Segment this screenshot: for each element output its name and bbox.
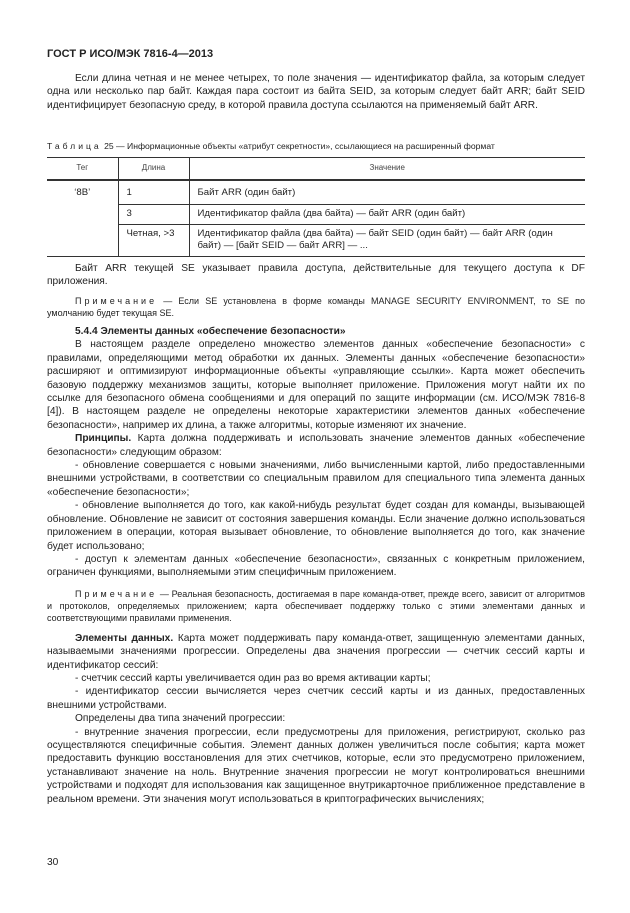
cell-length: 1 xyxy=(118,180,189,205)
paragraph-intro xyxy=(47,72,585,112)
note-label: Примечание xyxy=(75,296,158,306)
list-item: - внутренние значения прогрессии, если предусмотрены для приложения, регистрируют, сколько раз осуществляются специфичные события. Элемент данных должен увеличиться после события; карта может предоставить функцию восстановления для этих счетчиков, которые, если это предусмотрено приложением, устанавливают значение на ноль. Внутренние значения прогрессии не могут контролироваться внешними устройствами и подходят для использования как защищенное внутрикарточное приближенное представление в реальном времени. Эти значения могут использоваться в криптографических вычислениях; xyxy=(47,726,585,805)
note-1 xyxy=(47,295,585,319)
note-text: — Если SE установлена в форме команды MANAGE SECURITY ENVIRONMENT, то SE по умолчанию будет текущая SE. xyxy=(47,296,585,318)
table-row xyxy=(47,180,585,205)
types-intro: Определены два типа значений прогрессии: xyxy=(75,713,286,725)
list-item: - доступ к элементам данных «обеспечение безопасности», связанных с конкретным приложением, ограничен функциями, выполняемыми этим специфичным приложением. xyxy=(47,553,585,579)
note-text: — Реальная безопасность, достигаемая в паре команда-ответ, прежде всего, зависит от алгоритмов и протоколов, определяемых приложением; карта обеспечивает поддержку только с этими элементами данных и соответствующими правилами применения. xyxy=(47,588,585,623)
table-caption xyxy=(47,140,585,152)
principles-text: Карта должна поддерживать и использовать значение элементов данных «обеспечение безопасности» следующим образом: xyxy=(47,433,585,458)
list-item: - обновление совершается с новыми значениями, либо вычисленными картой, либо предоставленными внешними устройствами, в соответствии со специальным правилом для специального типа элемента данных «обеспечение безопасности»; xyxy=(47,460,585,498)
list-item: - идентификатор сессии вычисляется через счетчик сессий карты и из данных, предоставленных внешними устройствами. xyxy=(47,686,585,711)
cell-value: Идентификатор файла (два байта) — байт SEID (один байт) — байт ARR (один байт) — [байт SEID — байт ARR] — ... xyxy=(189,224,585,256)
list-item: - счетчик сессий карты увеличивается один раз во время активации карты; xyxy=(75,672,431,684)
cell-value: Байт ARR (один байт) xyxy=(189,180,585,205)
column-header-tag: Тег xyxy=(47,158,118,180)
paragraph-text: Байт ARR текущей SE указывает правила доступа, действительные для текущего доступа к DF приложения. xyxy=(47,263,585,288)
paragraph-text: Если длина четная и не менее четырех, то поле значения — идентификатор файла, за которым следует одна или несколько пар байт. Каждая пара состоит из байта SEID, за которым следует байт ARR; байт SEID идентифицирует безопасную среду, в которой правила доступа ссылаются на применяемый байт ARR. xyxy=(47,73,585,111)
table-caption-text: 25 — Информационные объекты «атрибут секретности», ссылающиеся на расширенный формат xyxy=(104,141,495,151)
table-row xyxy=(47,224,585,256)
table-row xyxy=(47,205,585,225)
section-paragraph: В настоящем разделе определено множество элементов данных «обеспечение безопасности» с правилами, определяющими метод обработки их данных. Элементы данных «обеспечение безопасности» расширяют и оптимизируют информационные объекты «управляющие ссылки». Карта может обеспечить базовую поддержку механизмов защиты, которые выполняет приложение. Приложения могут найти их по ссылке для безопасного обмена сообщениями и для операций по защите информации (см. ИСО/МЭК 7816-8 [4]). В настоящем разделе не определены некоторые характеристики элементов данных «обеспечение безопасности», например их длина, а также алгоритмы, которые изменяют их значение. xyxy=(47,339,585,431)
section-title: 5.4.4 Элементы данных «обеспечение безопасности» xyxy=(75,326,346,337)
table-25 xyxy=(47,157,585,257)
document-header: ГОСТ Р ИСО/МЭК 7816-4—2013 xyxy=(47,48,214,60)
note-label: Примечание xyxy=(75,588,158,599)
column-header-value: Значение xyxy=(189,158,585,180)
cell-length: Четная, >3 xyxy=(118,224,189,256)
cell-value: Идентификатор файла (два байта) — байт ARR (один байт) xyxy=(189,205,585,225)
principles-label: Принципы. xyxy=(75,433,132,445)
paragraph-arr xyxy=(47,262,585,289)
column-header-length: Длина xyxy=(118,158,189,180)
cell-length: 3 xyxy=(118,205,189,225)
section-5-4-4 xyxy=(47,325,585,806)
page-number: 30 xyxy=(47,857,59,868)
elements-text: Карта может поддерживать пару команда-ответ, защищенную элементами данных, называемыми значениями прогрессии. Определены два значения прогрессии — счетчик сессий карты и идентификатор сессий: xyxy=(47,632,585,671)
cell-tag: ‘8B’ xyxy=(47,180,118,257)
elements-label: Элементы данных. xyxy=(75,632,174,644)
list-item: - обновление выполняется до того, как какой-нибудь результат будет создан для команды, вызывающей обновление. Обновление не зависит от состояния завершения команды. Если значение должно использоваться приложением в операции, которая вызывает обновление, то обновление выполняется до того, как значение будет использовано; xyxy=(47,500,585,552)
table-caption-label: Таблица xyxy=(47,141,102,151)
